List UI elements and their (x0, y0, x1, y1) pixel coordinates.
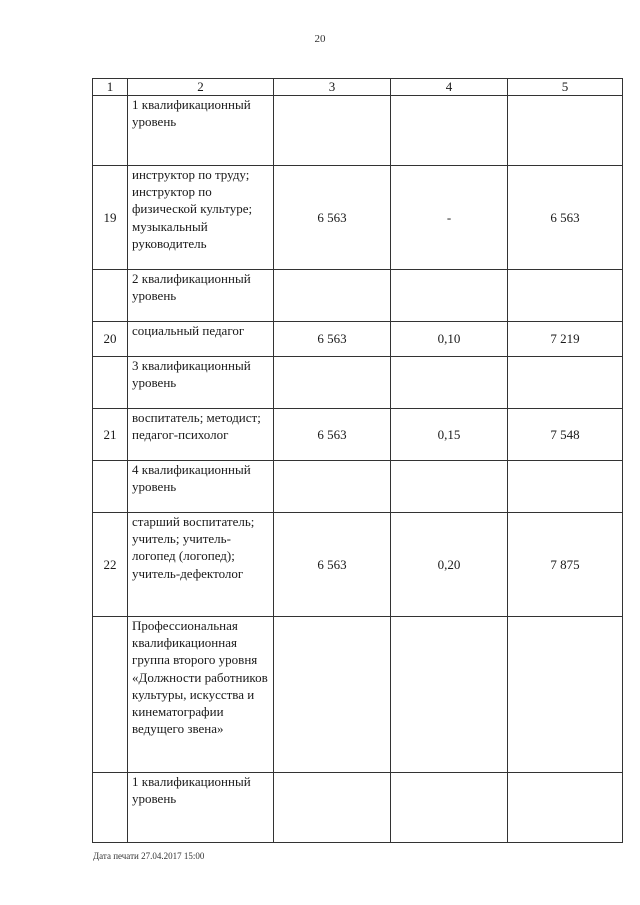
base-salary-cell: 6 563 (274, 322, 391, 357)
position-name-cell: старший воспитатель; учитель; учитель-логопед (логопед); учитель-дефектолог (128, 513, 274, 617)
table-row (93, 513, 623, 617)
row-number-cell (93, 270, 128, 322)
base-salary-cell (274, 617, 391, 773)
salary-table-container (92, 78, 623, 843)
row-number-cell: 22 (93, 513, 128, 617)
salary-table (92, 78, 623, 843)
salary-cell (508, 357, 623, 409)
base-salary-cell (274, 773, 391, 843)
coefficient-cell: 0,15 (391, 409, 508, 461)
coefficient-cell (391, 357, 508, 409)
coefficient-cell (391, 617, 508, 773)
position-name-cell: 1 квалификационный уровень (128, 773, 274, 843)
position-name-cell: воспитатель; методист; педагог-психолог (128, 409, 274, 461)
salary-cell: 7 875 (508, 513, 623, 617)
position-name-cell: 2 квалификационный уровень (128, 270, 274, 322)
table-row (93, 166, 623, 270)
salary-cell: 6 563 (508, 166, 623, 270)
coefficient-cell: - (391, 166, 508, 270)
coefficient-cell (391, 96, 508, 166)
salary-cell (508, 270, 623, 322)
table-row (93, 357, 623, 409)
coefficient-cell (391, 270, 508, 322)
base-salary-cell (274, 96, 391, 166)
column-header: 1 (93, 79, 128, 96)
table-row (93, 617, 623, 773)
row-number-cell (93, 96, 128, 166)
print-date-footer: Дата печати 27.04.2017 15:00 (93, 851, 205, 861)
row-number-cell (93, 617, 128, 773)
table-row (93, 96, 623, 166)
coefficient-cell (391, 773, 508, 843)
base-salary-cell (274, 461, 391, 513)
salary-cell (508, 96, 623, 166)
table-header-row (93, 79, 623, 96)
position-name-cell: 4 квалификационный уровень (128, 461, 274, 513)
coefficient-cell: 0,20 (391, 513, 508, 617)
table-row (93, 409, 623, 461)
table-row (93, 773, 623, 843)
page-number: 20 (314, 33, 326, 45)
table-row (93, 270, 623, 322)
column-header: 4 (391, 79, 508, 96)
position-name-cell: инструктор по труду; инструктор по физической культуре; музыкальный руководитель (128, 166, 274, 270)
salary-cell: 7 548 (508, 409, 623, 461)
salary-cell (508, 617, 623, 773)
coefficient-cell: 0,10 (391, 322, 508, 357)
row-number-cell: 21 (93, 409, 128, 461)
position-name-cell: 1 квалификационный уровень (128, 96, 274, 166)
coefficient-cell (391, 461, 508, 513)
base-salary-cell: 6 563 (274, 513, 391, 617)
base-salary-cell: 6 563 (274, 166, 391, 270)
column-header: 5 (508, 79, 623, 96)
base-salary-cell: 6 563 (274, 409, 391, 461)
salary-cell (508, 773, 623, 843)
row-number-cell: 19 (93, 166, 128, 270)
position-name-cell: социальный педагог (128, 322, 274, 357)
table-row (93, 461, 623, 513)
table-row (93, 322, 623, 357)
salary-cell (508, 461, 623, 513)
row-number-cell (93, 357, 128, 409)
position-name-cell: 3 квалификационный уровень (128, 357, 274, 409)
base-salary-cell (274, 270, 391, 322)
salary-cell: 7 219 (508, 322, 623, 357)
column-header: 2 (128, 79, 274, 96)
base-salary-cell (274, 357, 391, 409)
row-number-cell (93, 773, 128, 843)
row-number-cell: 20 (93, 322, 128, 357)
row-number-cell (93, 461, 128, 513)
column-header: 3 (274, 79, 391, 96)
group-title-cell: Профессиональная квалификационная группа второго уровня «Должности работников культуры, искусства и кинематографии ведущего звена» (128, 617, 274, 773)
